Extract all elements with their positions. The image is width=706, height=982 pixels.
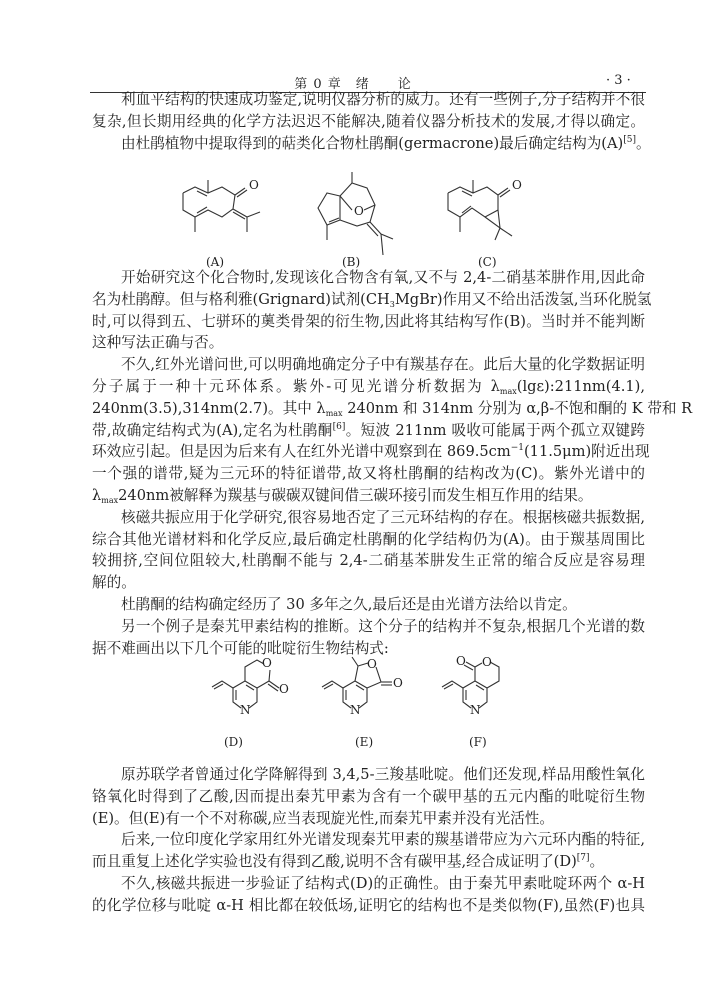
text-run: 。短波 211nm 吸收可能属于两个孤立双键跨 bbox=[345, 421, 645, 439]
running-header-chapter: 第 0 章 绪 论 bbox=[294, 77, 412, 92]
text-run: 240nm 和 314nm 分别为 α,β-不饱和酮的 K 带和 R bbox=[342, 399, 693, 417]
text-run: 原苏联学者曾通过化学降解得到 3,4,5-三羧基吡啶。他们还发现,样品用酸性氧化 bbox=[121, 766, 645, 783]
superscript: [6] bbox=[332, 421, 346, 432]
text-run: MgBr)作用又不给出活泼氢,当环化脱氢 bbox=[394, 290, 652, 308]
text-run: 后来,一位印度化学家用红外光谱发现秦艽甲素的羰基谱带应为六元环内酯的特征, bbox=[121, 831, 645, 849]
text-run: 240nm被解释为羰基与碳碳双键间借三碳环接引而发生相互作用的结果。 bbox=[118, 486, 593, 504]
text-run: 环效应引起。但是因为后来有人在红外光谱中观察到在 869.5cm bbox=[92, 443, 511, 461]
label-a: (A) bbox=[206, 255, 225, 269]
atom-n-d: N bbox=[240, 703, 251, 717]
text-run: 开始研究这个化合物时,发现该化合物含有氧,又不与 2,4-二硝基苯肼作用,因此命 bbox=[121, 269, 645, 286]
text-run: 不久,红外光谱问世,可以明确地确定分子中有羰基存在。此后大量的化学数据证明 bbox=[121, 356, 645, 374]
text-run: 铬氧化时得到了乙酸,因而提出秦艽甲素为含有一个碳甲基的五元内酯的吡啶衍生物 bbox=[92, 787, 645, 805]
text-run: (lgε):211nm(4.1), bbox=[516, 377, 645, 395]
text-run: 解的。 bbox=[92, 574, 136, 592]
text-run: 时,可以得到五、七骈环的薁类骨架的衍生物,因此将其结构写作(B)。当时并不能判断 bbox=[92, 312, 645, 330]
text-run: (11.5μm)附近出现 bbox=[523, 443, 650, 461]
label-b: (B) bbox=[342, 255, 361, 269]
atom-o-e-carbonyl: O bbox=[393, 676, 403, 690]
text-run: 的化学位移与吡啶 α-H 相比都在较低场,证明它的结构也不是类似物(F),虽然(F)也具 bbox=[92, 896, 645, 914]
text-run: 带,故确定结构式为(A),定名为杜鹃酮 bbox=[92, 421, 333, 439]
atom-o-b: O bbox=[354, 204, 364, 218]
text-run: 。 bbox=[589, 853, 605, 871]
structure-c bbox=[448, 180, 512, 240]
superscript: [5] bbox=[623, 134, 636, 145]
text-run: (E)。但(E)有一个不对称碳,应当表现旋光性,而秦艽甲素并没有光活性。 bbox=[92, 809, 554, 827]
superscript: [7] bbox=[576, 853, 590, 864]
subscript: max bbox=[101, 495, 119, 505]
subscript: max bbox=[325, 408, 343, 418]
label-e: (E) bbox=[355, 735, 374, 749]
atom-o-f-carbonyl: O bbox=[456, 654, 466, 668]
text-run: 这种写法正确与否。 bbox=[92, 334, 224, 352]
text-run: 杜鹃酮的结构确定经历了 30 多年之久,最后还是由光谱方法给以肯定。 bbox=[121, 595, 577, 613]
superscript: −1 bbox=[510, 443, 524, 454]
page-number: · 3 · bbox=[606, 73, 631, 88]
atom-o-a: O bbox=[249, 178, 259, 192]
text-run: 240nm(3.5),314nm(2.7)。其中 λ bbox=[92, 399, 326, 417]
text-run: 据不难画出以下几个可能的吡啶衍生物结构式: bbox=[92, 639, 389, 657]
text-run: 而且重复上述化学实验也没有得到乙酸,说明不含有碳甲基,经合成证明了(D) bbox=[92, 853, 577, 871]
text-run: 综合其他光谱材料和化学反应,最后确定杜鹃酮的化学结构仍为(A)。由于羰基周围比 bbox=[92, 530, 645, 548]
text-run: 另一个例子是秦艽甲素结构的推断。这个分子的结构并不复杂,根据几个光谱的数 bbox=[121, 617, 645, 635]
structure-e bbox=[322, 657, 392, 708]
text-run: 复杂,但长期用经典的化学方法迟迟不能解决,随着仪器分析技术的发展,才得以确定。 bbox=[92, 112, 645, 130]
text-run: 核磁共振应用于化学研究,很容易地否定了三元环结构的存在。根据核磁共振数据, bbox=[121, 508, 645, 526]
atom-o-c: O bbox=[512, 178, 522, 192]
atom-o-d-carbonyl: O bbox=[279, 682, 289, 696]
text-run: 由杜鹃植物中提取得到的萜类化合物杜鹃酮(germacrone)最后确定结构为(A) bbox=[121, 134, 624, 152]
text-run: 分子属于一种十元环体系。紫外-可见光谱分析数据为 λ bbox=[92, 377, 500, 395]
label-d: (D) bbox=[224, 735, 243, 749]
text-run: 利血平结构的快速成功鉴定,说明仪器分析的威力。还有一些例子,分子结构并不很 bbox=[121, 91, 645, 108]
text-run: λ bbox=[92, 486, 102, 504]
subscript: 3 bbox=[389, 299, 395, 309]
label-c: (C) bbox=[478, 255, 497, 269]
atom-o-d-ring: O bbox=[262, 656, 272, 670]
subscript: max bbox=[499, 386, 517, 396]
atom-o-e-ring: O bbox=[367, 657, 377, 671]
text-run: 一个强的谱带,疑为三元环的特征谱带,故又将杜鹃酮的结构改为(C)。紫外光谱中的 bbox=[92, 465, 645, 483]
atom-n-e: N bbox=[350, 703, 361, 717]
atom-n-f: N bbox=[470, 703, 481, 717]
text-run: 。 bbox=[635, 134, 651, 152]
text-run: 较拥挤,空间位阻较大,杜鹃酮不能与 2,4-二硝基苯肼发生正常的缩合反应是容易理 bbox=[92, 552, 645, 570]
text-run: 不久,核磁共振进一步验证了结构式(D)的正确性。由于秦艽甲素吡啶环两个 α-H bbox=[121, 874, 645, 892]
atom-o-f-ring: O bbox=[482, 655, 492, 669]
label-f: (F) bbox=[469, 735, 487, 749]
text-run: 名为杜鹃醇。但与格利雅(Grignard)试剂(CH bbox=[92, 290, 390, 308]
